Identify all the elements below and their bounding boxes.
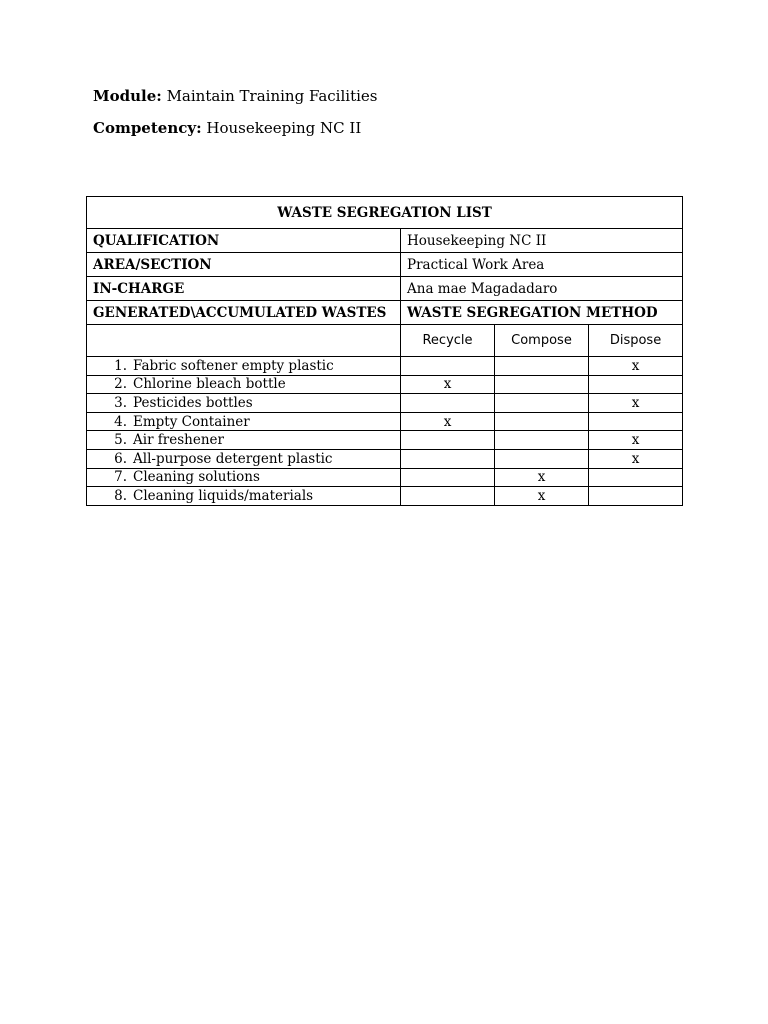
competency-value: Housekeeping NC II xyxy=(206,119,362,137)
wastes-header: GENERATED\ACCUMULATED WASTES xyxy=(87,301,401,325)
recycle-mark xyxy=(401,449,495,468)
recycle-mark: x xyxy=(401,375,495,394)
recycle-mark xyxy=(401,468,495,487)
waste-item xyxy=(87,449,401,468)
item-name: Pesticides bottles xyxy=(133,394,253,411)
dispose-mark xyxy=(589,375,683,394)
compose-mark xyxy=(495,412,589,431)
dispose-mark: x xyxy=(589,357,683,376)
dispose-column-header: Dispose xyxy=(589,325,683,357)
item-name: Air freshener xyxy=(133,432,224,449)
dispose-mark xyxy=(589,487,683,506)
dispose-mark xyxy=(589,468,683,487)
table-row xyxy=(87,394,683,413)
waste-item xyxy=(87,431,401,450)
table-row xyxy=(87,487,683,506)
incharge-value: Ana mae Magadadaro xyxy=(401,277,683,301)
compose-mark xyxy=(495,431,589,450)
item-number: 2. xyxy=(114,376,127,393)
qualification-label: QUALIFICATION xyxy=(87,229,401,253)
item-name: All-purpose detergent plastic xyxy=(133,450,333,467)
module-value: Maintain Training Facilities xyxy=(166,87,378,105)
waste-items xyxy=(87,357,683,506)
competency-label: Competency: xyxy=(93,119,202,137)
module-label: Module: xyxy=(93,87,162,105)
item-number: 1. xyxy=(114,357,127,374)
area-label: AREA/SECTION xyxy=(87,253,401,277)
waste-item xyxy=(87,375,401,394)
table-title: WASTE SEGREGATION LIST xyxy=(87,197,683,229)
item-number: 8. xyxy=(114,487,127,504)
area-value: Practical Work Area xyxy=(401,253,683,277)
table-row xyxy=(87,449,683,468)
recycle-mark xyxy=(401,487,495,506)
recycle-column-header: Recycle xyxy=(401,325,495,357)
compose-mark: x xyxy=(495,487,589,506)
compose-mark: x xyxy=(495,468,589,487)
compose-mark xyxy=(495,375,589,394)
competency-line xyxy=(93,119,361,137)
item-name: Empty Container xyxy=(133,413,250,430)
recycle-mark: x xyxy=(401,412,495,431)
compose-column-header: Compose xyxy=(495,325,589,357)
incharge-label: IN-CHARGE xyxy=(87,277,401,301)
item-number: 5. xyxy=(114,432,127,449)
compose-mark xyxy=(495,357,589,376)
compose-mark xyxy=(495,449,589,468)
item-number: 7. xyxy=(114,469,127,486)
method-header: WASTE SEGREGATION METHOD xyxy=(401,301,683,325)
table-row xyxy=(87,412,683,431)
table-row xyxy=(87,431,683,450)
compose-mark xyxy=(495,394,589,413)
waste-item xyxy=(87,468,401,487)
item-number: 6. xyxy=(114,450,127,467)
table-row xyxy=(87,468,683,487)
waste-item xyxy=(87,487,401,506)
qualification-value: Housekeeping NC II xyxy=(401,229,683,253)
dispose-mark: x xyxy=(589,449,683,468)
table-row xyxy=(87,357,683,376)
waste-segregation-table xyxy=(86,196,683,506)
waste-item xyxy=(87,357,401,376)
item-name: Chlorine bleach bottle xyxy=(133,376,286,393)
dispose-mark: x xyxy=(589,431,683,450)
item-name: Cleaning liquids/materials xyxy=(133,487,314,504)
waste-item xyxy=(87,412,401,431)
module-line xyxy=(93,87,377,105)
recycle-mark xyxy=(401,357,495,376)
blank-cell xyxy=(87,325,401,357)
item-number: 4. xyxy=(114,413,127,430)
waste-item xyxy=(87,394,401,413)
item-name: Cleaning solutions xyxy=(133,469,260,486)
table-row xyxy=(87,375,683,394)
dispose-mark xyxy=(589,412,683,431)
recycle-mark xyxy=(401,394,495,413)
dispose-mark: x xyxy=(589,394,683,413)
item-name: Fabric softener empty plastic xyxy=(133,357,334,374)
recycle-mark xyxy=(401,431,495,450)
item-number: 3. xyxy=(114,394,127,411)
